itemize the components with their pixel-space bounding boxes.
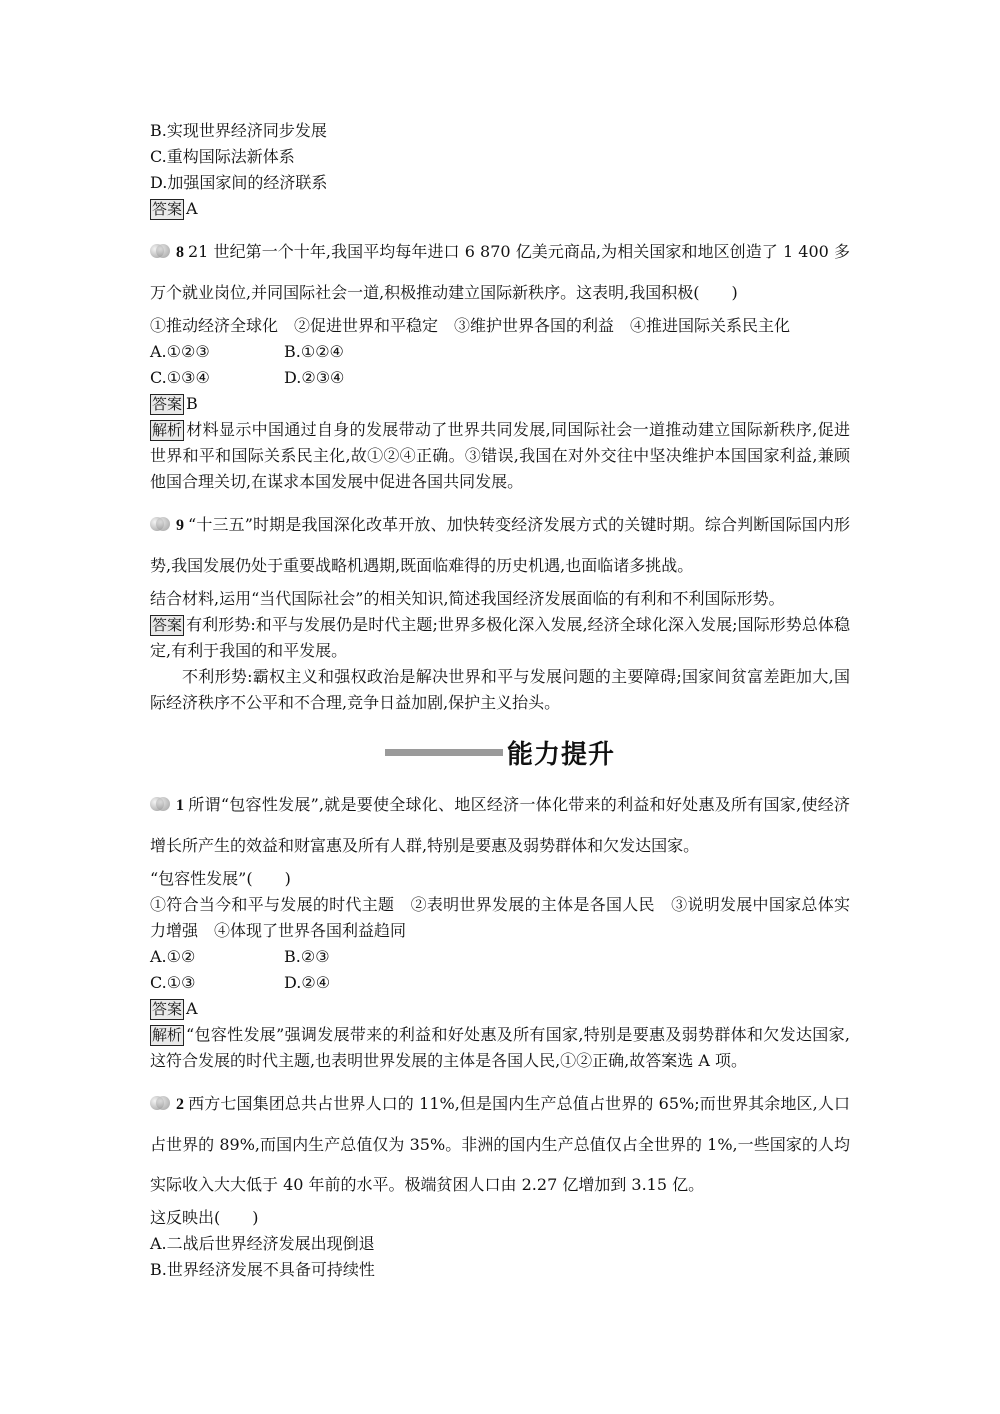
analysis-line [150, 1022, 850, 1074]
analysis-text: 材料显示中国通过自身的发展带动了世界共同发展,同国际社会一道推动建立国际新秩序,促进世界和平和国际关系民主化,故①②④正确。③错误,我国在对外交往中坚决维护本国国家利益,兼顾他国合理关切,在谋求本国发展中促进各国共同发展。 [150, 420, 850, 491]
question-bullet-icon [150, 1096, 172, 1110]
answer-line [150, 391, 850, 417]
option-d: D.加强国家间的经济联系 [150, 173, 328, 192]
question-number: 8 [176, 244, 184, 261]
question-number: 9 [176, 517, 184, 534]
option-c: C.①③ [150, 973, 196, 992]
question-8-stem: 8 21 世纪第一个十年,我国平均每年进口 6 870 亿美元商品,为相关国家和地区创造了 1 400 多万个就业岗位,并同国际社会一道,积极推动建立国际新秩序。这表明,我国积极( ) [150, 242, 850, 302]
answer-line [150, 196, 850, 222]
analysis-line [150, 417, 850, 495]
answer-tag: 答案 [152, 200, 183, 218]
answer-value: A [186, 999, 198, 1018]
question-9-stem: 9 “十三五”时期是我国深化改革开放、加快转变经济发展方式的关键时期。综合判断国际国内形势,我国发展仍处于重要战略机遇期,既面临难得的历史机遇,也面临诸多挑战。 [150, 515, 850, 575]
answer-tag: 答案 [152, 395, 183, 413]
analysis-tag: 解析 [152, 1026, 183, 1044]
option-a: A.二战后世界经济发展出现倒退 [150, 1234, 375, 1253]
option-a: A.①② [150, 947, 196, 966]
problem-1-options-row-2 [150, 970, 850, 996]
problem-1-items: ①符合当今和平与发展的时代主题 ②表明世界发展的主体是各国人民 ③说明发展中国家总体实力增强 ④体现了世界各国利益趋同 [150, 895, 850, 940]
option-b: B.实现世界经济同步发展 [150, 121, 327, 140]
option-b: B.②③ [284, 947, 330, 966]
option-d: D.②④ [284, 973, 331, 992]
problem-1-stem-2: “包容性发展”( ) [150, 869, 291, 888]
question-8-items: ①推动经济全球化 ②促进世界和平稳定 ③维护世界各国的利益 ④推进国际关系民主化 [150, 316, 791, 335]
question-9-prompt: 结合材料,运用“当代国际社会”的相关知识,简述我国经济发展面临的有利和不利国际形势。 [150, 589, 785, 608]
section-heading [150, 734, 850, 771]
problem-1-options-row-1 [150, 944, 850, 970]
problem-2-stem: 2 西方七国集团总共占世界人口的 11%,但是国内生产总值占世界的 65%;而世界其余地区,人口占世界的 89%,而国内生产总值仅为 35%。非洲的国内生产总值仅占全世界的 1%,一些国家的人均实际收入大大低于 40 年前的水平。极端贫困人口由 2.27 亿增加到 3.15 亿。 [150, 1094, 850, 1194]
section-bar [385, 749, 503, 756]
question-number: 2 [176, 1096, 184, 1113]
answer-line [150, 996, 850, 1022]
answer-value: B [186, 394, 198, 413]
answer-value: A [186, 199, 198, 218]
question-bullet-icon [150, 244, 172, 258]
section-title: 能力提升 [506, 740, 615, 770]
option-b: B.①②④ [284, 342, 344, 361]
answer-line [150, 612, 850, 664]
analysis-tag: 解析 [152, 421, 183, 439]
problem-1-stem: 1 所谓“包容性发展”,就是要使全球化、地区经济一体化带来的利益和好处惠及所有国家,使经济增长所产生的效益和财富惠及所有人群,特别是要惠及弱势群体和欠发达国家。 [150, 795, 850, 855]
analysis-text: “包容性发展”强调发展带来的利益和好处惠及所有国家,特别是要惠及弱势群体和欠发达国家,这符合发展的时代主题,也表明世界发展的主体是各国人民,①②正确,故答案选 A 项。 [150, 1025, 850, 1070]
question-number: 1 [176, 797, 184, 814]
option-c: C.①③④ [150, 368, 210, 387]
question-8-options-row-2 [150, 365, 850, 391]
answer-text: 有利形势:和平与发展仍是时代主题;世界多极化深入发展,经济全球化深入发展;国际形势总体稳定,有利于我国的和平发展。 [150, 615, 850, 660]
option-d: D.②③④ [284, 368, 345, 387]
question-bullet-icon [150, 517, 172, 531]
answer-tag: 答案 [152, 1000, 183, 1018]
option-c: C.重构国际法新体系 [150, 147, 295, 166]
document-page [150, 118, 850, 1283]
option-b: B.世界经济发展不具备可持续性 [150, 1260, 375, 1279]
problem-2-stem-2: 这反映出( ) [150, 1208, 259, 1227]
option-a: A.①②③ [150, 342, 210, 361]
question-bullet-icon [150, 797, 172, 811]
answer-tag: 答案 [152, 616, 183, 634]
question-8-options-row-1 [150, 339, 850, 365]
answer-text-2: 不利形势:霸权主义和强权政治是解决世界和平与发展问题的主要障碍;国家间贫富差距加大,国际经济秩序不公平和不合理,竞争日益加剧,保护主义抬头。 [150, 667, 850, 712]
